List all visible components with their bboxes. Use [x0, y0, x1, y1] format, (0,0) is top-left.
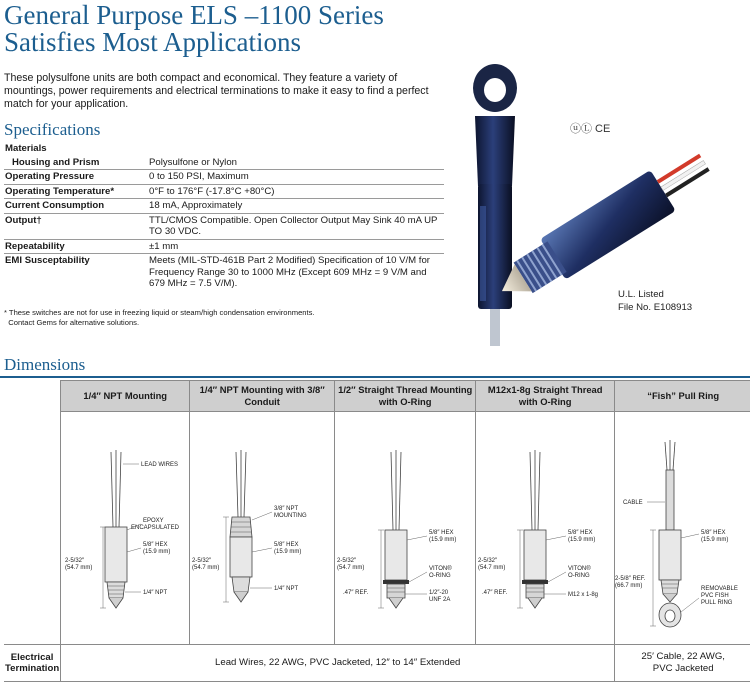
footnote-line-1: * These switches are not for use in freezing liquid or steam/high condensation environments. — [4, 308, 315, 317]
spec-row-materials — [4, 142, 444, 156]
callout-height: (54.7 mm) — [337, 565, 365, 571]
dimensions-table — [4, 380, 750, 682]
callout-npt: 1/4″ NPT — [143, 590, 168, 596]
certification-marks: ⓤⓁ CE — [570, 123, 611, 135]
callout-viton: O-RING — [429, 573, 451, 579]
callout-hex: (15.9 mm) — [274, 549, 302, 555]
spec-row — [4, 254, 444, 291]
callout-unf: 1/2″-20 — [429, 590, 449, 596]
spec-value: ±1 mm — [148, 239, 444, 254]
straight-thread-drawing — [335, 412, 475, 644]
dimensions-heading: Dimensions — [4, 355, 86, 374]
electrical-termination-label — [4, 645, 61, 682]
column-header: “Fish” Pull Ring — [615, 381, 750, 412]
callout-npt: 1/4″ NPT — [274, 586, 299, 592]
spec-label: Materials — [5, 143, 47, 154]
spec-row — [4, 199, 444, 214]
product-photo — [450, 56, 750, 346]
m12-drawing — [476, 412, 614, 644]
callout-viton: VITON® — [429, 566, 452, 572]
drawing-fish-pull-ring — [615, 412, 750, 645]
spec-row-housing — [4, 156, 444, 170]
npt-drawing — [61, 412, 189, 644]
ul-file-number: File No. E108913 — [618, 302, 693, 313]
callout-pull-ring: PULL RING — [701, 600, 733, 606]
cable-graphic — [490, 306, 500, 346]
spec-value: Meets (MIL-STD-461B Part 2 Modified) Specification of 10 V/M for Frequency Range 30 to 1000 MHz (Except 609 MHz = 9 V/M and 679 MHz = 7.5 V/M). — [149, 255, 430, 289]
callout-ref: .47″ REF. — [343, 590, 369, 596]
title-line-1: General Purpose ELS –1100 Series — [4, 0, 384, 30]
callout-height: 2-5/32″ — [337, 558, 357, 564]
callout-hex: (15.9 mm) — [429, 537, 457, 543]
callout-fish-height: 2-5/8″ REF. — [615, 576, 646, 582]
conduit-drawing — [190, 412, 334, 644]
o-ring-graphic — [383, 580, 409, 584]
callout-hex: 5/8″ HEX — [143, 542, 168, 548]
ul-listed-text: U.L. Listed — [618, 289, 664, 300]
drawing-conduit — [190, 412, 335, 645]
spec-footnote — [4, 308, 444, 328]
hex-body-graphic — [105, 527, 127, 582]
spec-value: TTL/CMOS Compatible. Open Collector Output May Sink 40 mA UP TO 30 VDC. — [148, 213, 444, 239]
callout-hex: 5/8″ HEX — [274, 542, 299, 548]
specifications-heading: Specifications — [4, 120, 101, 139]
column-header: 1/4″ NPT Mounting with 3/8″ Conduit — [190, 381, 335, 412]
spec-label: Current Consumption — [4, 199, 148, 214]
callout-hex: (15.9 mm) — [701, 537, 729, 543]
spec-row — [4, 239, 444, 254]
callout-height: (54.7 mm) — [192, 565, 220, 571]
drawing-npt — [61, 412, 190, 645]
callout-conduit: MOUNTING — [274, 513, 307, 519]
callout-epoxy: ENCAPSULATED — [131, 525, 180, 531]
column-header: 1/2″ Straight Thread Mounting with O-Ring — [335, 381, 476, 412]
electrical-label-line-1: Electrical — [10, 652, 54, 663]
callout-height: 2-5/32″ — [192, 558, 212, 564]
spec-row — [4, 184, 444, 199]
callout-height: (54.7 mm) — [65, 565, 93, 571]
electrical-termination-cable — [615, 645, 750, 682]
spec-label: Operating Temperature* — [4, 184, 148, 199]
spec-value: 18 mA, Approximately — [148, 199, 444, 214]
drawing-straight-thread — [335, 412, 476, 645]
spec-label: Operating Pressure — [4, 170, 148, 185]
callout-pull-ring: REMOVABLE — [701, 586, 739, 592]
callout-height: (54.7 mm) — [478, 565, 506, 571]
ul-listing — [618, 288, 692, 314]
spec-value: 0°F to 176°F (-17.8°C +80°C) — [148, 184, 444, 199]
column-header: M12x1-8g Straight Thread with O-Ring — [476, 381, 615, 412]
callout-m12: M12 x 1-8g — [568, 592, 599, 598]
cable-drawing — [666, 470, 674, 530]
page-title — [4, 2, 384, 56]
drawing-m12 — [476, 412, 615, 645]
spec-label: Housing and Prism — [4, 156, 148, 170]
callout-viton: VITON® — [568, 566, 591, 572]
spec-row — [4, 213, 444, 239]
callout-height: 2-5/32″ — [478, 558, 498, 564]
callout-fish-height: (66.7 mm) — [615, 583, 643, 589]
callout-conduit: 3/8″ NPT — [274, 506, 299, 512]
callout-height: 2-5/32″ — [65, 558, 85, 564]
electrical-cable-line-1: 25′ Cable, 22 AWG, — [641, 651, 725, 662]
callout-hex: (15.9 mm) — [568, 537, 596, 543]
spec-value: 0 to 150 PSI, Maximum — [148, 170, 444, 185]
callout-hex: (15.9 mm) — [143, 549, 171, 555]
spec-label: EMI Susceptability — [5, 255, 90, 266]
fish-pull-ring-drawing — [615, 412, 750, 644]
electrical-termination-leads: Lead Wires, 22 AWG, PVC Jacketed, 12″ to 14″ Extended — [61, 645, 615, 682]
divider — [0, 376, 750, 378]
callout-unf: UNF 2A — [429, 597, 451, 603]
electrical-label-line-2: Termination — [5, 663, 60, 674]
spec-row — [4, 170, 444, 185]
column-header: 1/4″ NPT Mounting — [61, 381, 190, 412]
intro-paragraph: These polysulfone units are both compact and economical. They feature a variety of mountings, power requirements and electrical terminations to make it easy to find a perfect match for your application. — [4, 72, 429, 110]
spec-label: Repeatability — [4, 239, 148, 254]
callout-hex: 5/8″ HEX — [429, 530, 454, 536]
callout-hex: 5/8″ HEX — [701, 530, 726, 536]
spec-value: Polysulfone or Nylon — [148, 156, 444, 170]
callout-pull-ring: PVC FISH — [701, 593, 729, 599]
callout-cable: CABLE — [623, 500, 643, 506]
footnote-line-2: Contact Gems for alternative solutions. — [8, 318, 140, 327]
spec-label: Output† — [4, 213, 148, 239]
mount-graphic — [475, 116, 515, 186]
callout-lead-wires: LEAD WIRES — [141, 462, 179, 468]
callout-hex: 5/8″ HEX — [568, 530, 593, 536]
title-line-2: Satisfies Most Applications — [4, 27, 301, 57]
callout-ref: .47″ REF. — [482, 590, 508, 596]
electrical-cable-line-2: PVC Jacketed — [652, 663, 714, 674]
callout-epoxy: EPOXY — [143, 518, 164, 524]
callout-viton: O-RING — [568, 573, 590, 579]
o-ring-graphic — [522, 580, 548, 584]
specifications-table — [4, 142, 444, 291]
